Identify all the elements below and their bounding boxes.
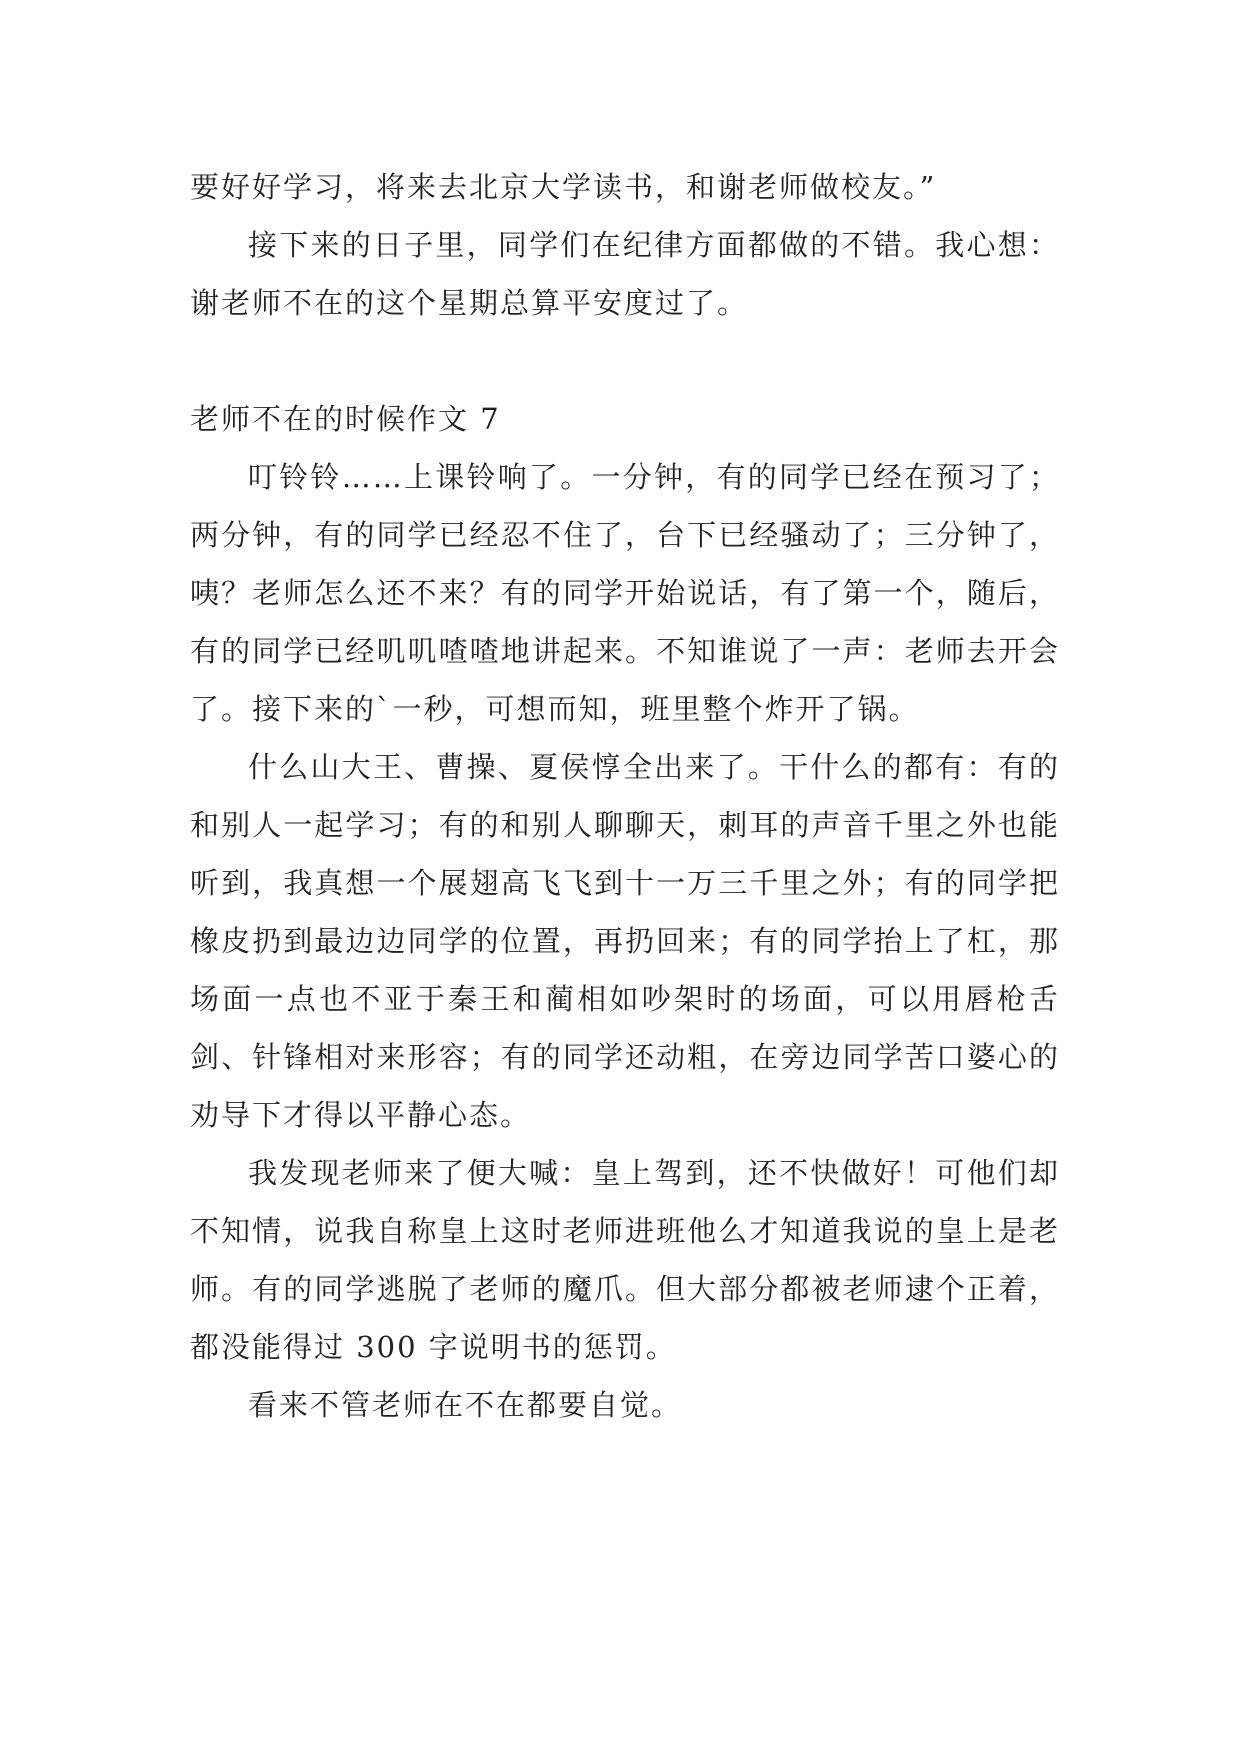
section-heading: 老师不在的时候作文 7 (190, 402, 501, 436)
section-gap (190, 332, 1060, 390)
paragraph-continued: 要好好学习，将来去北京大学读书，和谢老师做校友。” (190, 170, 937, 204)
paragraph: 我发现老师来了便大喊：皇上驾到，还不快做好！可他们却不知情，说我自称皇上这时老师进班他么才知道我说的皇上是老师。有的同学逃脱了老师的魔爪。但大部分都被老师逮个正着，都没能得过 300 字说明书的惩罚。 (190, 1156, 1060, 1364)
paragraph: 接下来的日子里，同学们在纪律方面都做的不错。我心想：谢老师不在的这个星期总算平安度过了。 (190, 228, 1060, 320)
document-body (190, 158, 1060, 1434)
paragraph: 什么山大王、曹操、夏侯惇全出来了。干什么的都有：有的和别人一起学习；有的和别人聊聊天，刺耳的声音千里之外也能听到，我真想一个展翅高飞飞到十一万三千里之外；有的同学把橡皮扔到最边边同学的位置，再扔回来；有的同学抬上了杠，那场面一点也不亚于秦王和蔺相如吵架时的场面，可以用唇枪舌剑、针锋相对来形容；有的同学还动粗，在旁边同学苦口婆心的劝导下才得以平静心态。 (190, 750, 1060, 1132)
paragraph: 叮铃铃……上课铃响了。一分钟，有的同学已经在预习了；两分钟，有的同学已经忍不住了，台下已经骚动了；三分钟了，咦？老师怎么还不来？有的同学开始说话，有了第一个，随后，有的同学已经叽叽喳喳地讲起来。不知谁说了一声：老师去开会了。接下来的`一秒，可想而知，班里整个炸开了锅。 (190, 460, 1060, 726)
paragraph: 看来不管老师在不在都要自觉。 (248, 1388, 683, 1422)
